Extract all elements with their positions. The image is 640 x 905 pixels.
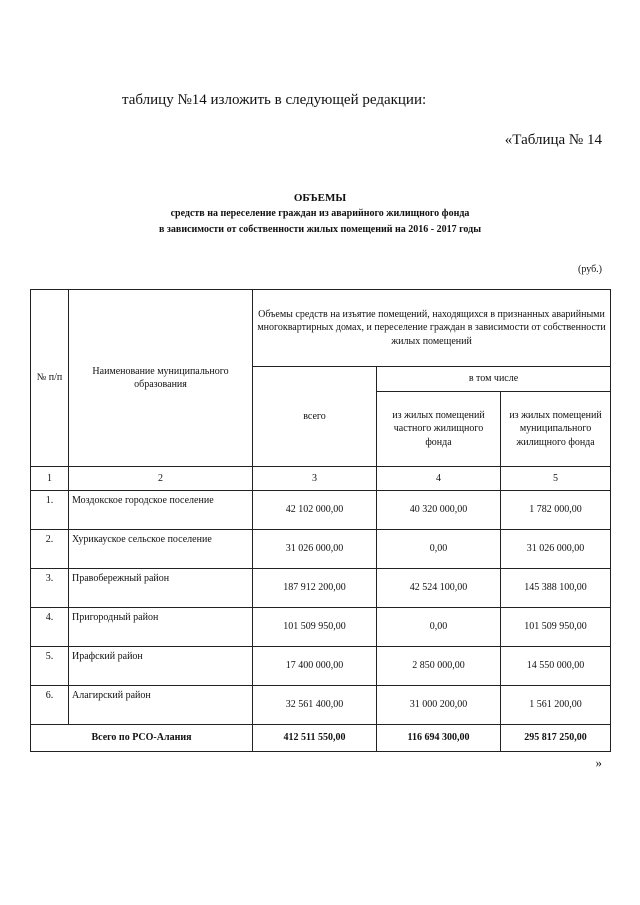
volumes-table <box>30 289 611 752</box>
col-number: 5 <box>501 467 611 491</box>
table-row <box>31 647 611 686</box>
unit-label: (руб.) <box>578 264 602 275</box>
col-number: 1 <box>31 467 69 491</box>
totals-row <box>31 725 611 752</box>
table-row <box>31 530 611 569</box>
row-name: Ирафский район <box>69 647 253 686</box>
row-name: Хурикауское сельское поселение <box>69 530 253 569</box>
row-number: 1. <box>31 491 69 530</box>
row-private: 42 524 100,00 <box>377 569 501 608</box>
table-row <box>31 608 611 647</box>
row-number: 2. <box>31 530 69 569</box>
header-including: в том числе <box>377 367 611 392</box>
row-municipal: 14 550 000,00 <box>501 647 611 686</box>
totals-municipal: 295 817 250,00 <box>501 725 611 752</box>
row-number: 3. <box>31 569 69 608</box>
row-municipal: 101 509 950,00 <box>501 608 611 647</box>
table-row <box>31 569 611 608</box>
row-number: 4. <box>31 608 69 647</box>
row-name: Правобережный район <box>69 569 253 608</box>
row-municipal: 1 561 200,00 <box>501 686 611 725</box>
col-number: 4 <box>377 467 501 491</box>
row-total: 17 400 000,00 <box>253 647 377 686</box>
row-private: 2 850 000,00 <box>377 647 501 686</box>
row-total: 187 912 200,00 <box>253 569 377 608</box>
header-total: всего <box>253 367 377 467</box>
table-label: «Таблица № 14 <box>504 132 602 148</box>
row-private: 0,00 <box>377 608 501 647</box>
closing-quote: » <box>595 755 602 770</box>
row-name: Пригородный район <box>69 608 253 647</box>
title-subheading-2: в зависимости от собственности жилых помещений на 2016 - 2017 годы <box>159 224 481 235</box>
header-name: Наименование муниципального образования <box>69 290 253 467</box>
col-number: 2 <box>69 467 253 491</box>
row-private: 40 320 000,00 <box>377 491 501 530</box>
row-name: Моздокское городское поселение <box>69 491 253 530</box>
column-number-row <box>31 467 611 491</box>
header-volumes: Объемы средств на изъятие помещений, находящихся в признанных аварийными многоквартирных домах, и переселение граждан в зависимости от собственности жилых помещений <box>253 290 611 367</box>
row-total: 32 561 400,00 <box>253 686 377 725</box>
intro-text: таблицу №14 изложить в следующей редакции: <box>122 92 427 108</box>
totals-private: 116 694 300,00 <box>377 725 501 752</box>
row-total: 101 509 950,00 <box>253 608 377 647</box>
row-municipal: 1 782 000,00 <box>501 491 611 530</box>
header-private: из жилых помещений частного жилищного фонда <box>377 392 501 467</box>
row-total: 42 102 000,00 <box>253 491 377 530</box>
totals-total: 412 511 550,00 <box>253 725 377 752</box>
row-private: 31 000 200,00 <box>377 686 501 725</box>
table-row <box>31 686 611 725</box>
row-number: 5. <box>31 647 69 686</box>
table-row <box>31 491 611 530</box>
row-name: Алагирский район <box>69 686 253 725</box>
header-num: № п/п <box>31 290 69 467</box>
title-subheading-1: средств на переселение граждан из аварийного жилищного фонда <box>170 208 470 219</box>
row-number: 6. <box>31 686 69 725</box>
header-row-1 <box>31 290 611 367</box>
row-total: 31 026 000,00 <box>253 530 377 569</box>
title-heading: ОБЪЕМЫ <box>293 192 347 204</box>
row-municipal: 31 026 000,00 <box>501 530 611 569</box>
col-number: 3 <box>253 467 377 491</box>
row-private: 0,00 <box>377 530 501 569</box>
header-municipal: из жилых помещений муниципального жилищного фонда <box>501 392 611 467</box>
row-municipal: 145 388 100,00 <box>501 569 611 608</box>
totals-label: Всего по РСО-Алания <box>31 725 253 752</box>
